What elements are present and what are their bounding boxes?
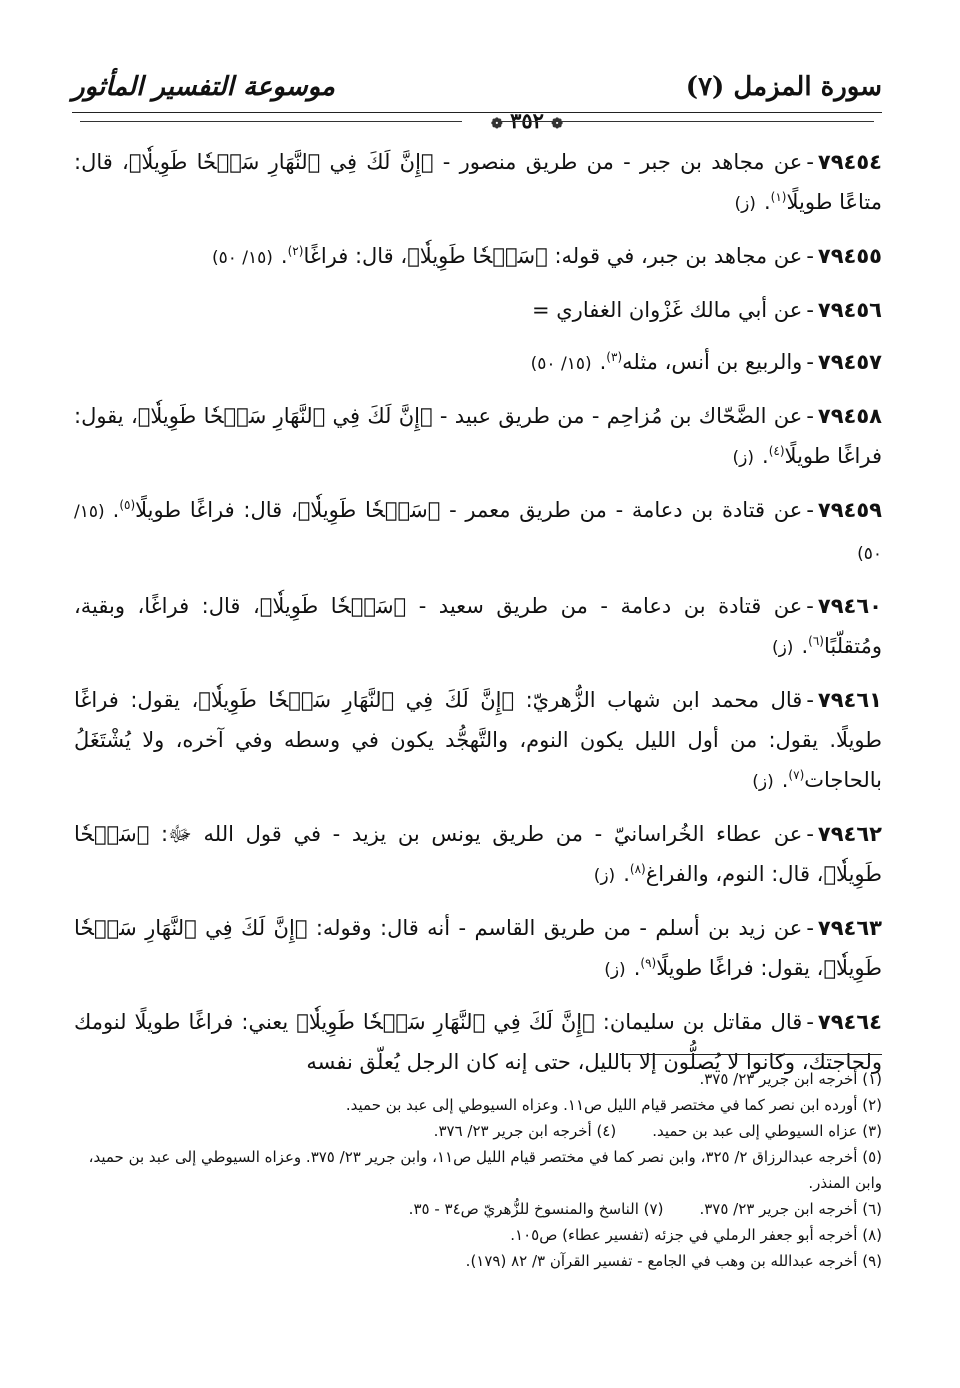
source-ref: (١٥/ ٥٠) — [74, 502, 882, 564]
narration-entry: ٧٩٤٥٨-عن الضَّحّاك بن مُزاحِم - من طريق عبيد - ﴿إِنَّ لَكَ فِي ٱلنَّهَارِ سَبۡحٗا طَوِيلٗا﴾، يقول: فراغًا طويلًا$^{(٤)}$.(ز) — [74, 404, 882, 468]
entry-number: ٧٩٤٦٢ — [817, 822, 882, 846]
entry-text: قال مقاتل بن سليمان: — [602, 1010, 803, 1034]
entry-number: ٧٩٤٥٧ — [817, 350, 882, 374]
entry-tail: . — [599, 350, 607, 374]
surah-title: سورة المزمل (٧) — [685, 72, 882, 102]
entry-text: يعني: فراغًا طويلًا لنومك ولحاجتك، وكانوا لا يُصلُّون إلا بالليل، حتى إنه كان الرجل يُعلّق نفسه — [74, 1010, 882, 1074]
narration-entry: ٧٩٤٥٥-عن مجاهد بن جبر، في قوله: ﴿سَبۡحٗا طَوِيلٗا﴾، قال: فراغًا$^{(٢)}$.(١٥/ ٥٠) — [211, 244, 882, 268]
footnote: (٧) الناسخ والمنسوخ للزُّهريّ ص٣٤ - ٣٥. — [408, 1200, 664, 1218]
narration-entry: ٧٩٤٦٣-عن زيد بن أسلم - من طريق القاسم - أنه قال: وقوله: ﴿إِنَّ لَكَ فِي ٱلنَّهَارِ سَبۡحٗا طَوِيلٗا﴾، يقول: فراغًا طويلًا$^{(٩)}$.(ز) — [74, 916, 882, 980]
footnote-rule — [620, 1054, 882, 1055]
entry-text: عن زيد بن أسلم - من طريق القاسم - أنه قال: وقوله: — [315, 916, 803, 940]
entry-number: ٧٩٤٥٩ — [817, 498, 882, 522]
source-ref: (ز) — [734, 194, 756, 214]
footnote: (٩) أخرجه عبدالله بن وهب في الجامع - تفسير القرآن ٣/ ٨٢ (١٧٩). — [465, 1252, 882, 1270]
footnote-ref: (٧) — [788, 768, 805, 782]
entry-text: عن مجاهد بن جبر، في قوله: — [554, 244, 803, 268]
source-ref: (ز) — [752, 772, 774, 792]
entry-tail: . — [781, 768, 789, 792]
quran-quote: ﴿سَبۡحٗا طَوِيلٗا﴾ — [259, 594, 407, 618]
entry-number: ٧٩٤٥٥ — [817, 244, 882, 268]
main-text — [74, 142, 882, 1094]
entry-text: ، يقول: فراغًا طويلًا. يقول: من أول الليل يكون النوم، والتَّهجُّد يكون في وسطه وفي آخره، ولا يُشْتَغَلُ بالحاجات — [74, 688, 882, 792]
entry-tail: . — [763, 190, 771, 214]
narration-entry: ٧٩٤٥٧-والربيع بن أنس، مثله$^{(٣)}$.(١٥/ ٥٠) — [530, 350, 882, 374]
entry-text: عن عطاء الخُراسانيّ - من طريق يونس بن يزيد - في قول الله ﷻ: — [161, 822, 803, 846]
entry-text: قال محمد ابن شهاب الزُّهريّ: — [525, 688, 803, 712]
source-ref: (ز) — [771, 638, 794, 658]
book-title: موسوعة التفسير المأثور — [72, 72, 335, 102]
quran-quote: ﴿سَبۡحٗا طَوِيلٗا﴾ — [74, 822, 882, 886]
footnote-ref: (٦) — [808, 634, 824, 648]
footnote: (٥) أخرجه عبدالرزاق ٢/ ٣٢٥، وابن نصر كما في مختصر قيام الليل ص١١، وابن جرير ٢٣/ ٣٧٥. وعزاه السيوطي إلى عبد بن حميد، وابن المنذر. — [88, 1148, 882, 1192]
narration-entry: ٧٩٤٥٩-عن قتادة بن دعامة - من طريق معمر - ﴿سَبۡحٗا طَوِيلٗا﴾، قال: فراغًا طويلًا$^{(٥)}$.(١٥/ ٥٠) — [74, 498, 882, 564]
entry-text: ، قال: فراغًا طويلًا — [135, 498, 298, 522]
quran-quote: ﴿إِنَّ لَكَ فِي ٱلنَّهَارِ سَبۡحٗا طَوِيلٗا﴾ — [198, 688, 515, 712]
narration-entry: ٧٩٤٦٤-قال مقاتل بن سليمان: ﴿إِنَّ لَكَ فِي ٱلنَّهَارِ سَبۡحٗا طَوِيلٗا﴾ يعني: فراغًا طويلًا لنومك ولحاجتك، وكانوا لا يُصلُّون إلا بالليل، حتى إنه كان الرجل يُعلّق نفسه — [74, 1010, 882, 1074]
source-ref: (ز) — [604, 960, 626, 980]
quran-quote: ﴿سَبۡحٗا طَوِيلٗا﴾ — [297, 498, 441, 522]
entry-tail: . — [112, 498, 120, 522]
footnote-ref: (٤) — [768, 444, 785, 458]
source-ref: (ز) — [593, 866, 616, 886]
source-ref: (١٥/ ٥٠) — [530, 354, 592, 374]
entry-text: عن مجاهد بن جبر - من طريق منصور - — [442, 150, 803, 174]
footnote-pair — [74, 1196, 882, 1222]
quran-quote: ﴿إِنَّ لَكَ فِي ٱلنَّهَارِ سَبۡحٗا طَوِيلٗا﴾ — [296, 1010, 595, 1034]
source-ref: (١٥/ ٥٠) — [211, 248, 273, 268]
footnote-ref: (٣) — [606, 350, 623, 364]
entry-number: ٧٩٤٦٤ — [817, 1010, 882, 1034]
quran-quote: ﴿إِنَّ لَكَ فِي ٱلنَّهَارِ سَبۡحٗا طَوِيلٗا﴾ — [128, 150, 434, 174]
quran-quote: ﴿سَبۡحٗا طَوِيلٗا﴾ — [407, 244, 548, 268]
entry-text: ، قال: فراغًا — [303, 244, 408, 268]
entry-text: ، يقول: فراغًا طويلًا — [656, 956, 824, 980]
entry-text: والربيع بن أنس، مثله — [622, 350, 803, 374]
entry-number: ٧٩٤٥٦ — [817, 298, 882, 322]
footnote: (٣) عزاه السيوطي إلى عبد بن حميد. — [652, 1122, 882, 1140]
entry-text: ، قال: متاعًا طويلًا — [74, 150, 882, 214]
ornament-icon: ❁ — [491, 116, 503, 132]
footnote-ref: (٢) — [287, 244, 304, 258]
entry-text: عن قتادة بن دعامة - من طريق معمر - — [449, 498, 803, 522]
narration-entry: ٧٩٤٦٠-عن قتادة بن دعامة - من طريق سعيد - ﴿سَبۡحٗا طَوِيلٗا﴾، قال: فراغًا، وبقية، ومُتقلّبًا$^{(٦)}$.(ز) — [74, 594, 882, 658]
entry-text: ، قال: فراغًا، وبقية، ومُتقلّبًا — [74, 594, 882, 658]
entry-tail: . — [280, 244, 288, 268]
footnote: (٦) أخرجه ابن جرير ٢٣/ ٣٧٥. — [699, 1200, 882, 1218]
entry-number: ٧٩٤٥٨ — [817, 404, 882, 428]
footnote: (٨) أخرجه أبو جعفر الرملي في جزئه (تفسير عطاء) ص١٠٥. — [510, 1226, 882, 1244]
footnote-ref: (٩) — [640, 956, 657, 970]
narration-entry: ٧٩٤٦٢-عن عطاء الخُراسانيّ - من طريق يونس بن يزيد - في قول الله ﷻ: ﴿سَبۡحٗا طَوِيلٗا﴾، قال: النوم، والفراغ$^{(٨)}$.(ز) — [74, 822, 882, 886]
page-number-rule-right — [500, 121, 874, 122]
source-ref: (ز) — [732, 448, 755, 468]
footnote: (٢) أورده ابن نصر كما في مختصر قيام الليل ص١١. وعزاه السيوطي إلى عبد بن حميد. — [345, 1096, 882, 1114]
narration-entry: ٧٩٤٥٤-عن مجاهد بن جبر - من طريق منصور - ﴿إِنَّ لَكَ فِي ٱلنَّهَارِ سَبۡحٗا طَوِيلٗا﴾، قال: متاعًا طويلًا$^{(١)}$.(ز) — [74, 150, 882, 214]
footnotes — [74, 1066, 882, 1274]
entry-text: عن قتادة بن دعامة - من طريق سعيد - — [418, 594, 803, 618]
entry-text: ، قال: النوم، والفراغ — [645, 862, 824, 886]
entry-number: ٧٩٤٦٠ — [817, 594, 882, 618]
entry-number: ٧٩٤٦٣ — [817, 916, 882, 940]
page-number-row — [72, 108, 882, 134]
entry-tail: . — [801, 634, 809, 658]
footnote: (١) أخرجه ابن جرير ٢٣/ ٣٧٥. — [699, 1070, 882, 1088]
entry-text: عن الضَّحّاك بن مُزاحِم - من طريق عبيد - — [439, 404, 803, 428]
entry-text: عن أبي مالك غَزْوان الغفاري = — [531, 298, 803, 322]
page-number-value: ٣٥٢ — [510, 108, 544, 133]
footnote-ref: (٥) — [119, 498, 136, 512]
entry-tail: . — [623, 862, 630, 886]
quran-quote: ﴿إِنَّ لَكَ فِي ٱلنَّهَارِ سَبۡحٗا طَوِيلٗا﴾ — [74, 916, 882, 980]
ornament-icon: ❁ — [551, 116, 563, 132]
entry-tail: . — [762, 444, 769, 468]
page-number-rule-left — [80, 121, 462, 122]
footnote-ref: (١) — [770, 190, 787, 204]
entry-tail: . — [633, 956, 641, 980]
footnote-pair — [74, 1118, 882, 1144]
footnote-ref: (٨) — [629, 862, 646, 876]
entry-number: ٧٩٤٦١ — [817, 688, 882, 712]
quran-quote: ﴿إِنَّ لَكَ فِي ٱلنَّهَارِ سَبۡحٗا طَوِيلٗا﴾ — [137, 404, 433, 428]
entry-number: ٧٩٤٥٤ — [817, 150, 882, 174]
entry-text: ، يقول: فراغًا طويلًا — [74, 404, 882, 468]
narration-entry: ٧٩٤٥٦-عن أبي مالك غَزْوان الغفاري = — [531, 298, 882, 322]
narration-entry: ٧٩٤٦١-قال محمد ابن شهاب الزُّهريّ: ﴿إِنَّ لَكَ فِي ٱلنَّهَارِ سَبۡحٗا طَوِيلٗا﴾، يقول: فراغًا طويلًا. يقول: من أول الليل يكون النوم، والتَّهجُّد يكون في وسطه وفي آخره، ولا يُشْتَغَلُ بالحاجات$^{(٧)}$.(ز) — [74, 688, 882, 792]
footnote: (٤) أخرجه ابن جرير ٢٣/ ٣٧٦. — [433, 1122, 617, 1140]
